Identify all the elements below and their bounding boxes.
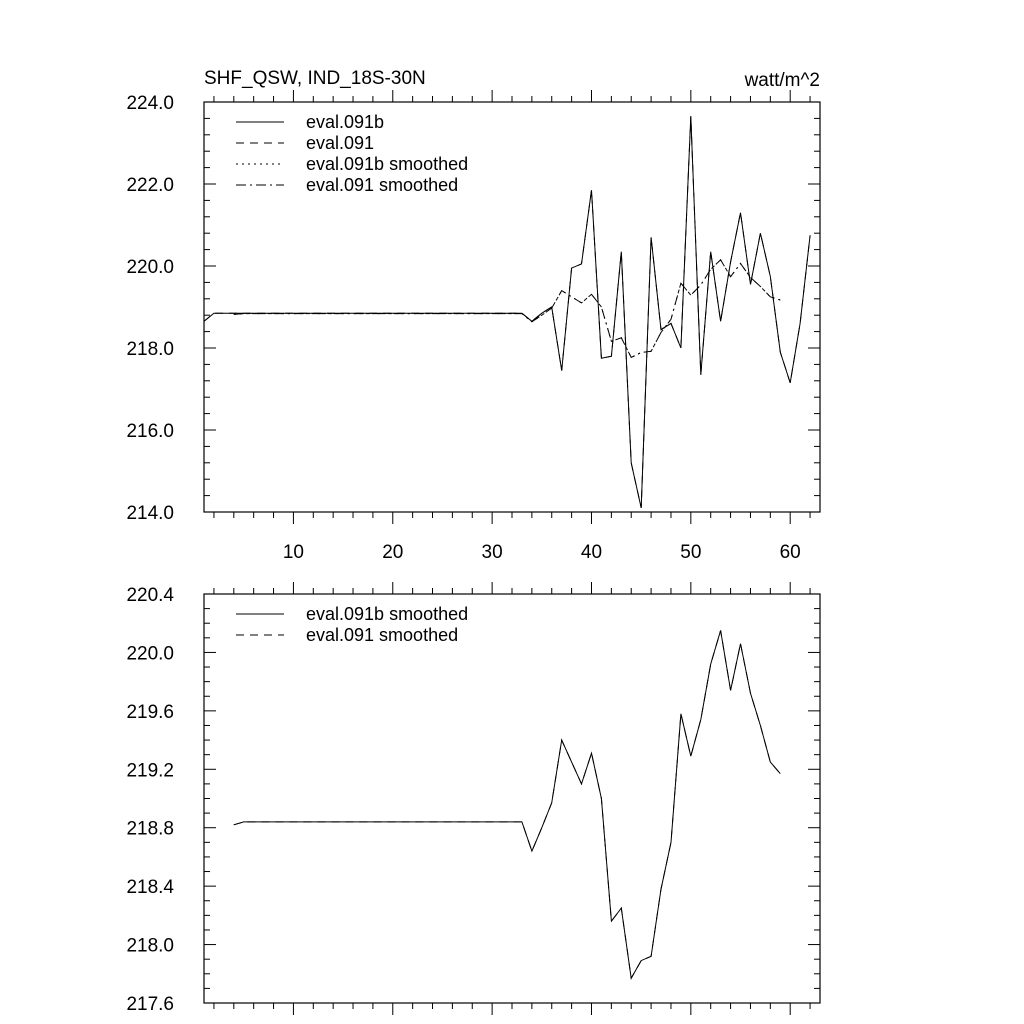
- legend: [236, 604, 468, 645]
- x-tick-label: 30: [481, 542, 503, 563]
- series-line-eval-091: [204, 116, 810, 508]
- y-tick-label: 217.6: [126, 994, 174, 1015]
- plot-frame: [204, 102, 820, 512]
- series-line-eval-091-smoothed: [234, 631, 781, 979]
- series-line-eval-091b-smoothed: [234, 631, 781, 979]
- legend-label: eval.091b smoothed: [306, 604, 469, 624]
- y-tick-label: 218.0: [126, 339, 174, 360]
- top-panel: [126, 68, 820, 563]
- legend-label: eval.091b smoothed: [306, 154, 469, 174]
- legend: [236, 112, 468, 195]
- y-tick-label: 218.0: [126, 935, 174, 957]
- chart-title: SHF_QSW, IND_18S-30N: [204, 68, 426, 89]
- y-tick-label: 218.4: [126, 877, 174, 899]
- y-tick-label: 218.8: [126, 818, 174, 840]
- legend-label: eval.091b: [306, 112, 385, 132]
- plot-frame: [204, 594, 820, 1003]
- y-tick-label: 220.4: [126, 585, 174, 606]
- x-tick-label: 50: [680, 542, 702, 563]
- x-tick-label: 40: [580, 542, 603, 563]
- y-tick-label: 219.2: [126, 760, 174, 782]
- y-tick-label: 219.6: [126, 701, 174, 723]
- x-tick-label: 10: [282, 542, 304, 563]
- units-label: watt/m^2: [744, 70, 820, 91]
- legend-label: eval.091 smoothed: [306, 175, 459, 195]
- legend-label: eval.091 smoothed: [306, 625, 459, 645]
- legend-label: eval.091: [306, 133, 375, 153]
- y-tick-label: 216.0: [126, 421, 174, 442]
- y-tick-label: 222.0: [126, 175, 174, 196]
- x-tick-label: 60: [779, 542, 801, 563]
- x-tick-label: 20: [382, 542, 404, 563]
- y-tick-label: 214.0: [126, 503, 174, 524]
- y-tick-label: 220.0: [126, 643, 174, 665]
- bottom-panel: [126, 582, 820, 1015]
- y-tick-label: 220.0: [126, 257, 174, 278]
- y-tick-label: 224.0: [126, 93, 174, 114]
